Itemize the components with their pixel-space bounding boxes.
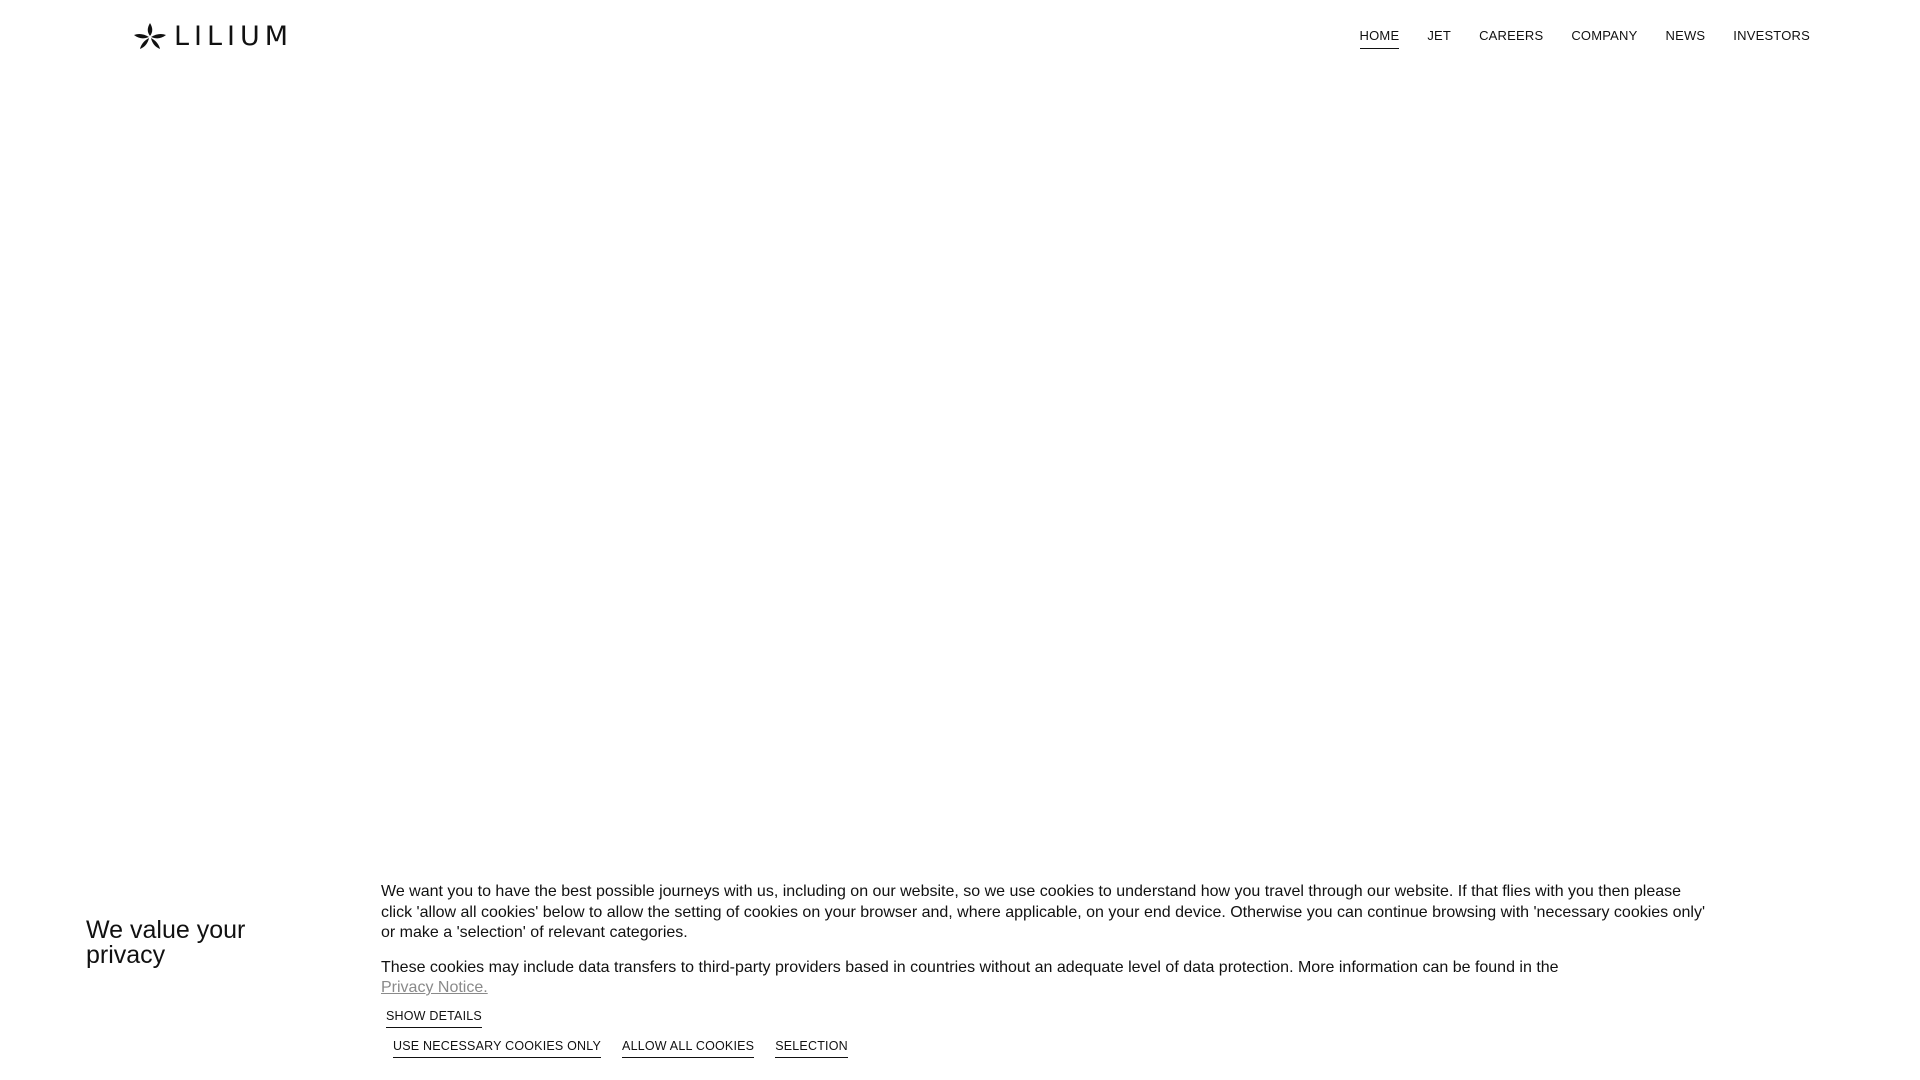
logo-link[interactable] [132,22,293,52]
nav-item-home[interactable]: HOME [1360,28,1400,49]
cookie-banner-body [381,882,1711,1058]
nav-item-careers[interactable]: CAREERS [1479,28,1544,43]
selection-button[interactable]: SELECTION [775,1038,848,1058]
necessary-cookies-button[interactable]: USE NECESSARY COOKIES ONLY [393,1038,601,1058]
nav-item-company[interactable]: COMPANY [1571,28,1638,43]
lilium-star-icon [132,22,168,52]
privacy-notice-link[interactable]: Privacy Notice. [381,979,488,996]
cookie-banner-title: We value your privacy [86,916,246,969]
nav-item-investors[interactable]: INVESTORS [1733,28,1810,43]
cookie-actions [393,1038,1711,1058]
cookie-banner [0,870,1920,1080]
allow-all-cookies-button[interactable]: ALLOW ALL COOKIES [622,1038,754,1058]
details-row [386,1007,1711,1028]
site-header [0,0,1920,80]
cookie-data-transfer-text: These cookies may include data transfers to third-party providers based in countries without an adequate level of data protection. More information can be found in the [381,958,1559,976]
cookie-description: We want you to have the best possible journeys with us, including on our website, so we use cookies to understand how you travel through our website. If that flies with you then please click 'allow all cookies' below to allow the setting of cookies on your browser and, where applicable, on your end device. Otherwise you can continue browsing with 'necessary cookies only' or make a 'selection' of relevant categories. [381,883,1706,941]
nav-item-jet[interactable]: JET [1427,28,1452,43]
logo-wordmark: LILIUM [174,21,294,52]
cookie-data-transfer-notice [381,958,1711,999]
nav-item-news[interactable]: NEWS [1665,28,1706,43]
main-nav [1360,28,1810,49]
show-details-button[interactable]: SHOW DETAILS [386,1008,482,1028]
